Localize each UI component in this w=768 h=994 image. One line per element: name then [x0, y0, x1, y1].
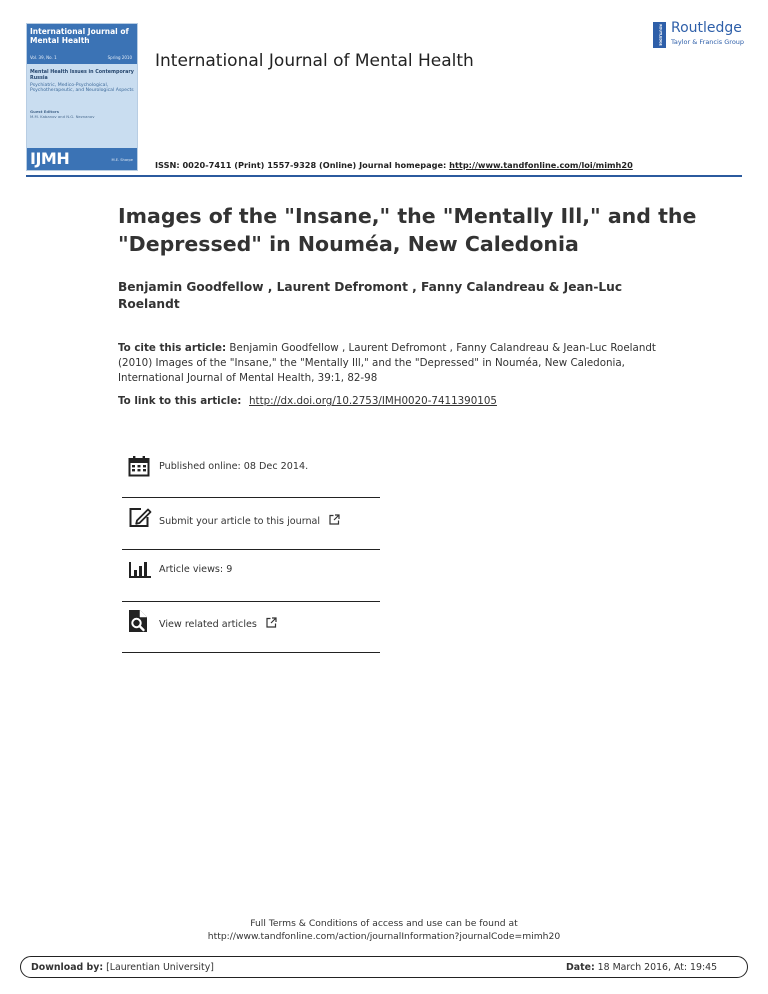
- issn-text: ISSN: 0020-7411 (Print) 1557-9328 (Online) Journal homepage:: [155, 160, 450, 170]
- info-divider: [122, 601, 380, 602]
- cover-issue-title: Mental Health Issues in Contemporary Russia: [30, 70, 134, 81]
- cover-logo: IJMH: [30, 149, 70, 168]
- cover-journal-name: International Journal of Mental Health: [30, 27, 129, 45]
- info-divider: [122, 497, 380, 498]
- view-related-articles-link[interactable]: View related articles: [159, 617, 277, 630]
- external-link-icon: [329, 514, 340, 525]
- doi-link[interactable]: http://dx.doi.org/10.2753/IMH0020-7411390105: [249, 395, 497, 407]
- info-divider: [122, 549, 380, 550]
- calendar-icon: [128, 455, 150, 477]
- routledge-logo-icon: [653, 22, 666, 48]
- issn-line: [155, 160, 633, 170]
- cover-publisher: M.E. Sharpe: [111, 158, 133, 162]
- terms-link[interactable]: http://www.tandfonline.com/action/journalInformation?journalCode=mimh20: [207, 931, 561, 942]
- edit-icon[interactable]: [128, 506, 152, 528]
- cite-text: Benjamin Goodfellow , Laurent Defromont , Fanny Calandreau & Jean-Luc Roelandt (2010) Images of the "Insane," the "Mentally Ill," and the "Depressed" in Nouméa, New Caledonia, International Journal of Mental Health, 39:1, 82-98: [118, 342, 656, 384]
- article-authors: Benjamin Goodfellow , Laurent Defromont , Fanny Calandreau & Jean-Luc Roelandt: [118, 280, 623, 311]
- terms-and-conditions: Full Terms & Conditions of access and use can be found at http://www.tandfonline.com/action/journalInformation?journalCode=mimh20: [0, 917, 768, 943]
- bar-chart-icon: [128, 560, 152, 580]
- publisher-group: Taylor & Francis Group: [671, 38, 745, 46]
- journal-title: International Journal of Mental Health: [155, 51, 474, 71]
- cite-label: To cite this article:: [118, 342, 227, 354]
- published-online-text: Published online: 08 Dec 2014.: [159, 461, 309, 472]
- cover-volume-line: Vol. 39, No. 1 Spring 2010: [30, 55, 132, 60]
- article-link-line: [118, 395, 497, 407]
- external-link-icon: [266, 617, 277, 628]
- header-divider: [26, 175, 742, 177]
- download-date: Date: 18 March 2016, At: 19:45: [566, 962, 718, 973]
- download-by: Download by: [Laurentian University]: [31, 962, 214, 973]
- submit-article-link[interactable]: Submit your article to this journal: [159, 514, 340, 527]
- cover-issue-subtitle: Psychiatric, Medico-Psychological, Psychotherapeutic, and Neurological Aspects: [30, 83, 134, 94]
- link-label: To link to this article:: [118, 395, 246, 407]
- search-document-icon[interactable]: [128, 609, 148, 633]
- article-views-text: Article views: 9: [159, 564, 233, 575]
- journal-homepage-link[interactable]: http://www.tandfonline.com/loi/mimh20: [449, 160, 633, 170]
- article-title: Images of the "Insane," the "Mentally Ill," and the "Depressed" in Nouméa, New Caledonia: [118, 204, 697, 256]
- citation-block: [118, 341, 663, 386]
- info-divider: [122, 652, 380, 653]
- routledge-mark-text: ROUTLEDGE: [658, 24, 663, 46]
- publisher-name: Routledge: [671, 20, 742, 36]
- journal-cover-image: [26, 23, 138, 171]
- cover-guest-editors: Guest Editors M.M. Kabanov and N.G. Neznanov: [30, 109, 95, 119]
